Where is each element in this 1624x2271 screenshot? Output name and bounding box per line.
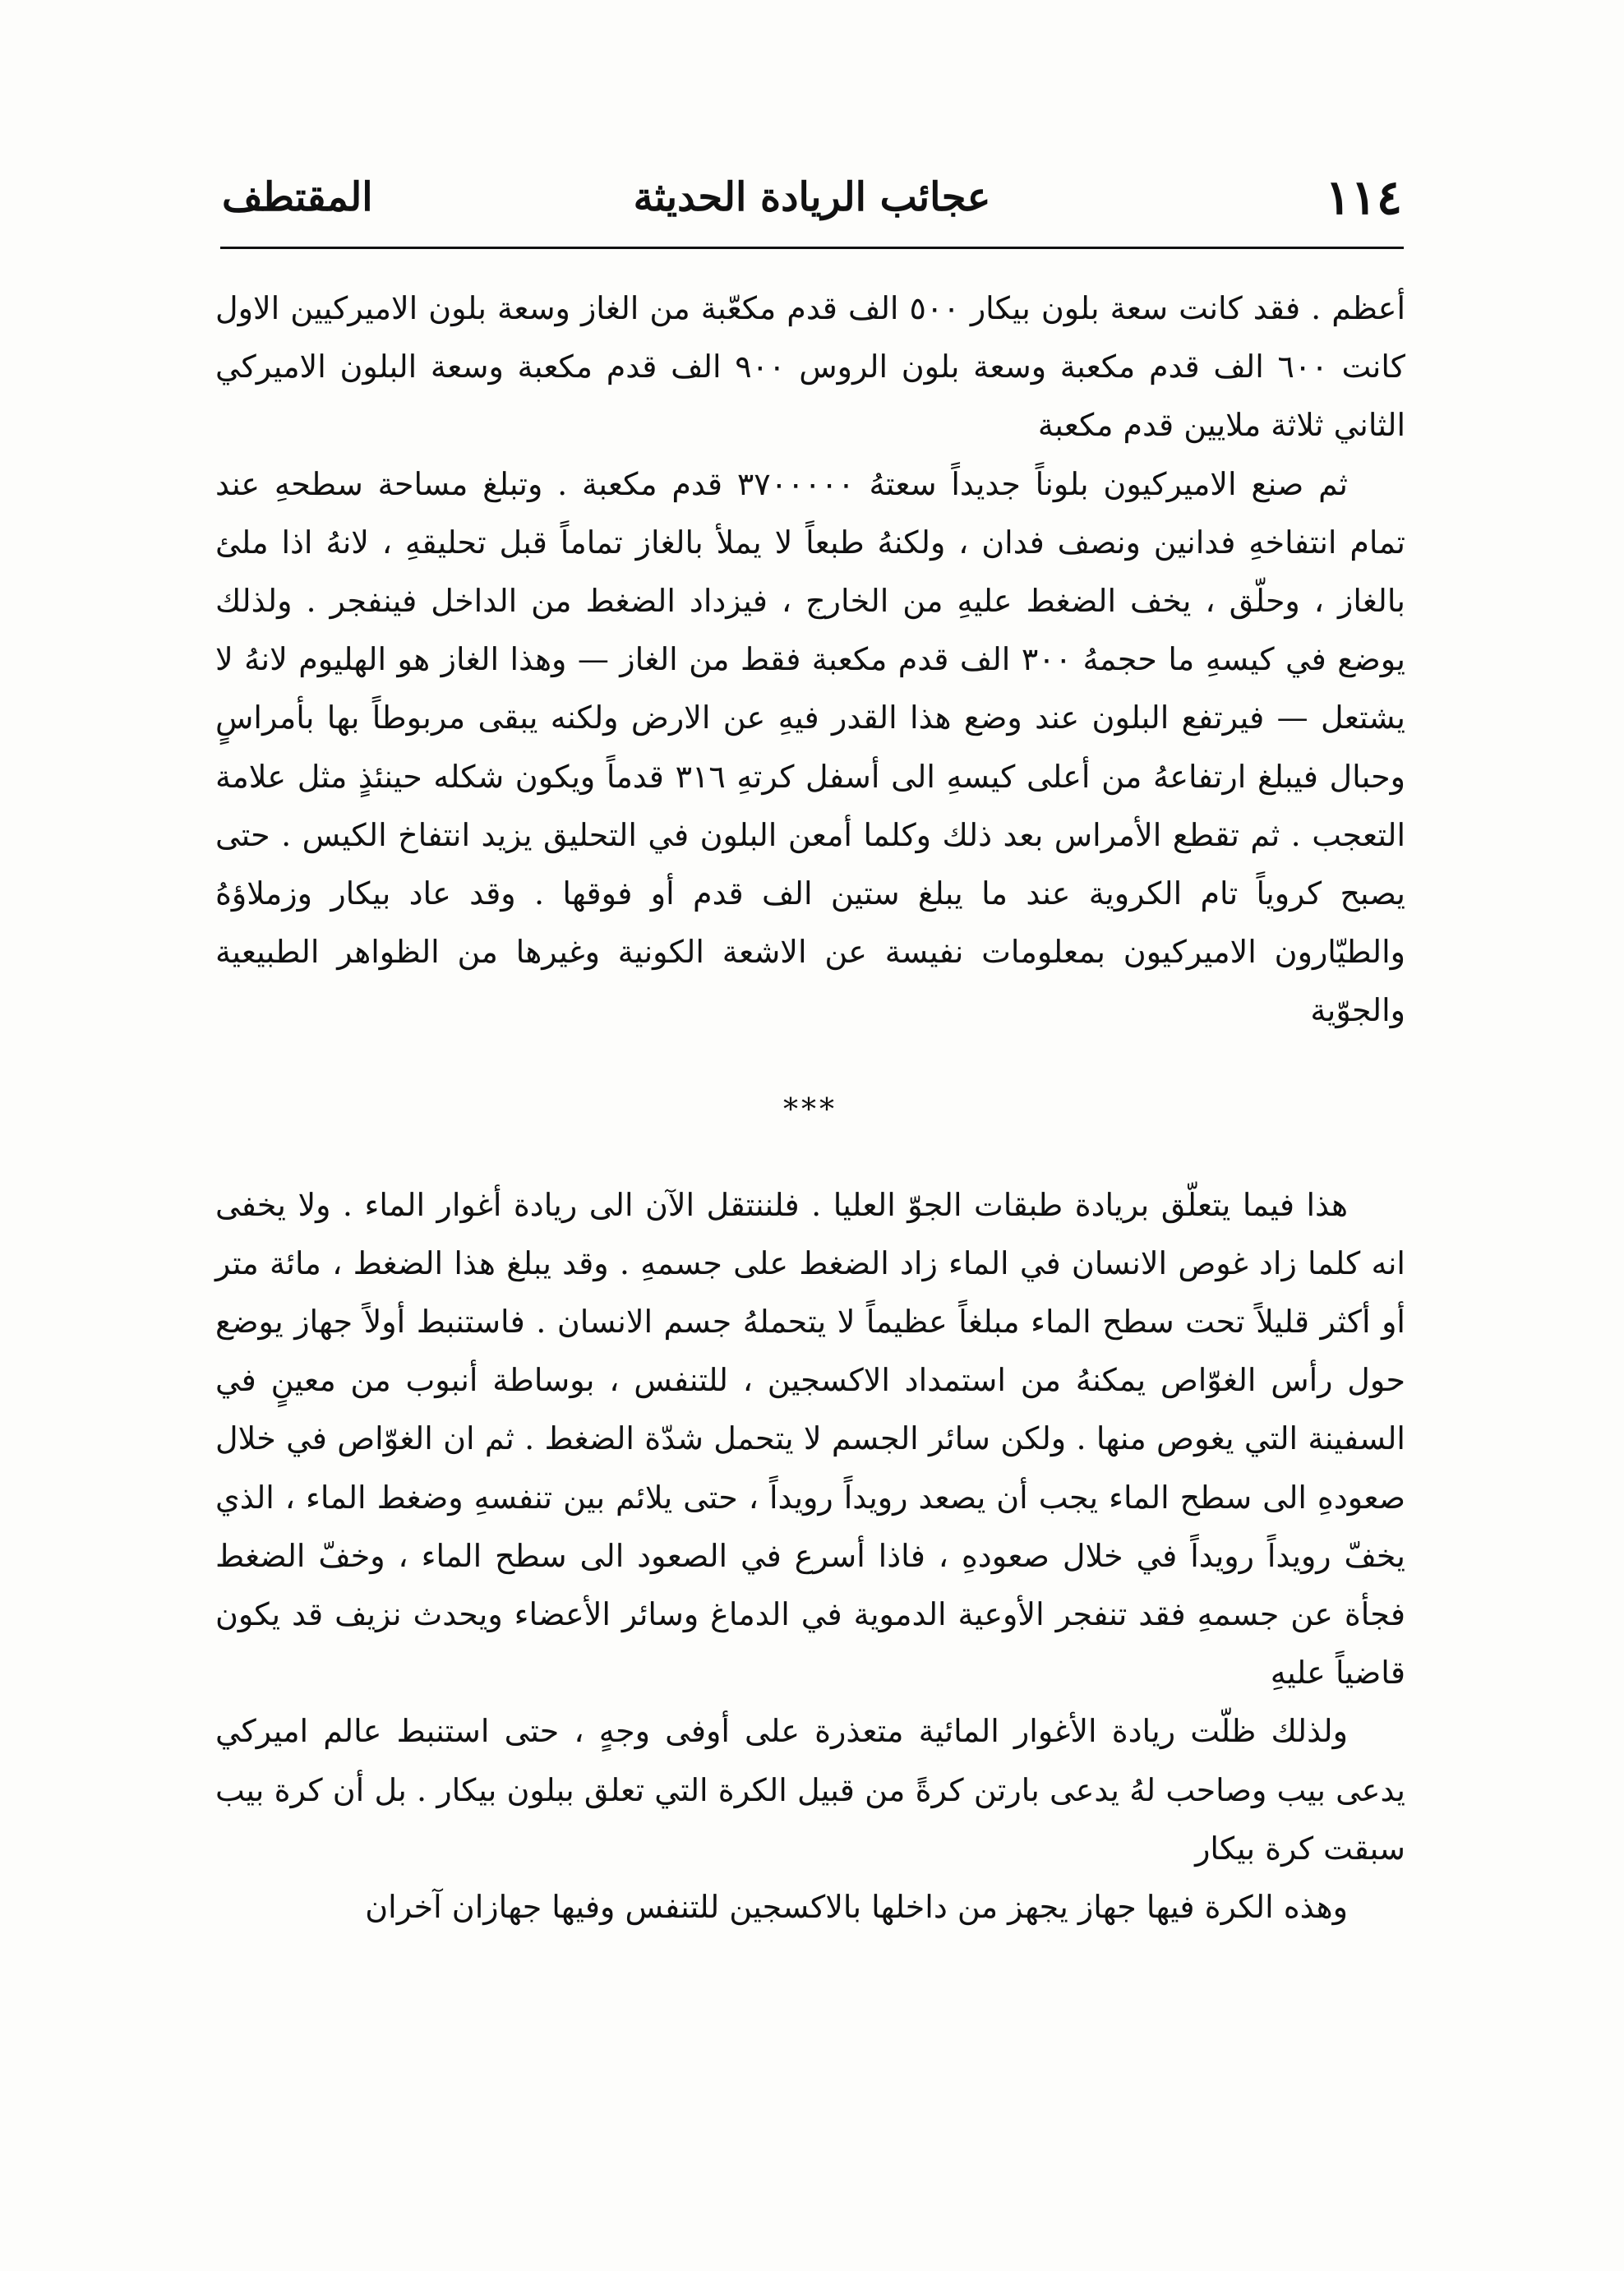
running-title: عجائب الريادة الحديثة — [633, 174, 991, 220]
article-body — [215, 279, 1405, 1936]
paragraph: ثم صنع الاميركيون بلوناً جديداً سعتهُ ٣٧٠٠٠٠٠ قدم مكعبة . وتبلغ مساحة سطحهِ عند تمام انتفاخهِ فدانين ونصف فدان ، ولكنهُ طبعاً لا يملأ بالغاز تماماً قبل تحليقهِ ، لانهُ اذا ملئ بالغاز ، وحلّق ، يخف الضغط عليهِ من الخارج ، فيزداد الضغط من الداخل فينفجر . ولذلك يوضع في كيسهِ ما حجمهُ ٣٠٠ الف قدم مكعبة فقط من الغاز — وهذا الغاز هو الهليوم لانهُ لا يشتعل — فيرتفع البلون عند وضع هذا القدر فيهِ عن الارض ولكنه يبقى مربوطاً بها بأمراسٍ وحبال فيبلغ ارتفاعهُ من أعلى كيسهِ الى أسفل كرتهِ ٣١٦ قدماً ويكون شكله حينئذٍ مثل علامة التعجب . ثم تقطع الأمراس بعد ذلك وكلما أمعن البلون في التحليق يزيد انتفاخ الكيس . حتى يصبح كروياً تام الكروية عند ما يبلغ ستين الف قدم أو فوقها . وقد عاد بيكار وزملاؤهُ والطيّارون الاميركيون بمعلومات نفيسة عن الاشعة الكونية وغيرها من الظواهر الطبيعية والجوّية — [215, 465, 1405, 1029]
section-separator: *** — [783, 1092, 837, 1127]
paragraph: هذا فيما يتعلّق بريادة طبقات الجوّ العليا . فلننتقل الآن الى ريادة أغوار الماء . ولا يخفى انه كلما زاد غوص الانسان في الماء زاد الضغط على جسمهِ . وقد يبلغ هذا الضغط ، مائة متر أو أكثر قليلاً تحت سطح الماء مبلغاً عظيماً لا يتحملهُ جسم الانسان . فاستنبط أولاً جهاز يوضع حول رأس الغوّاص يمكنهُ من استمداد الاكسجين ، للتنفس ، بوساطة أنبوب من معينٍ في السفينة التي يغوص منها . ولكن سائر الجسم لا يتحمل شدّة الضغط . ثم ان الغوّاص في خلال صعودهِ الى سطح الماء يجب أن يصعد رويداً رويداً ، حتى يلائم بين تنفسهِ وضغط الماء ، الذي يخفّ رويداً رويداً في خلال صعودهِ ، فاذا أسرع في الصعود الى سطح الماء ، وخفّ الضغط فجأة عن جسمهِ فقد تنفجر الأوعية الدموية في الدماغ وسائر الأعضاء ويحدث نزيف قد يكون قاضياً عليهِ — [215, 1186, 1405, 1692]
paragraph: ولذلك ظلّت ريادة الأغوار المائية متعذرة على أوفى وجهٍ ، حتى استنبط عالم اميركي يدعى بيب وصاحب لهُ يدعى بارتن كرةً من قبيل الكرة التي تعلق ببلون بيكار . بل أن كرة بيب سبقت كرة بيكار — [215, 1713, 1405, 1867]
paragraph: وهذه الكرة فيها جهاز يجهز من داخلها بالاكسجين للتنفس وفيها جهازان آخران — [365, 1889, 1348, 1926]
journal-name: المقتطف — [222, 174, 373, 220]
header-rule — [220, 247, 1404, 249]
page-header — [222, 168, 1402, 226]
page-number: ١١٤ — [1325, 169, 1402, 225]
paragraph: أعظم . فقد كانت سعة بلون بيكار ٥٠٠ الف قدم مكعّبة من الغاز وسعة بلون الاميركيين الاول كانت ٦٠٠ الف قدم مكعبة وسعة بلون الروس ٩٠٠ الف قدم مكعبة وسعة البلون الاميركي الثاني ثلاثة ملايين قدم مكعبة — [215, 290, 1405, 444]
